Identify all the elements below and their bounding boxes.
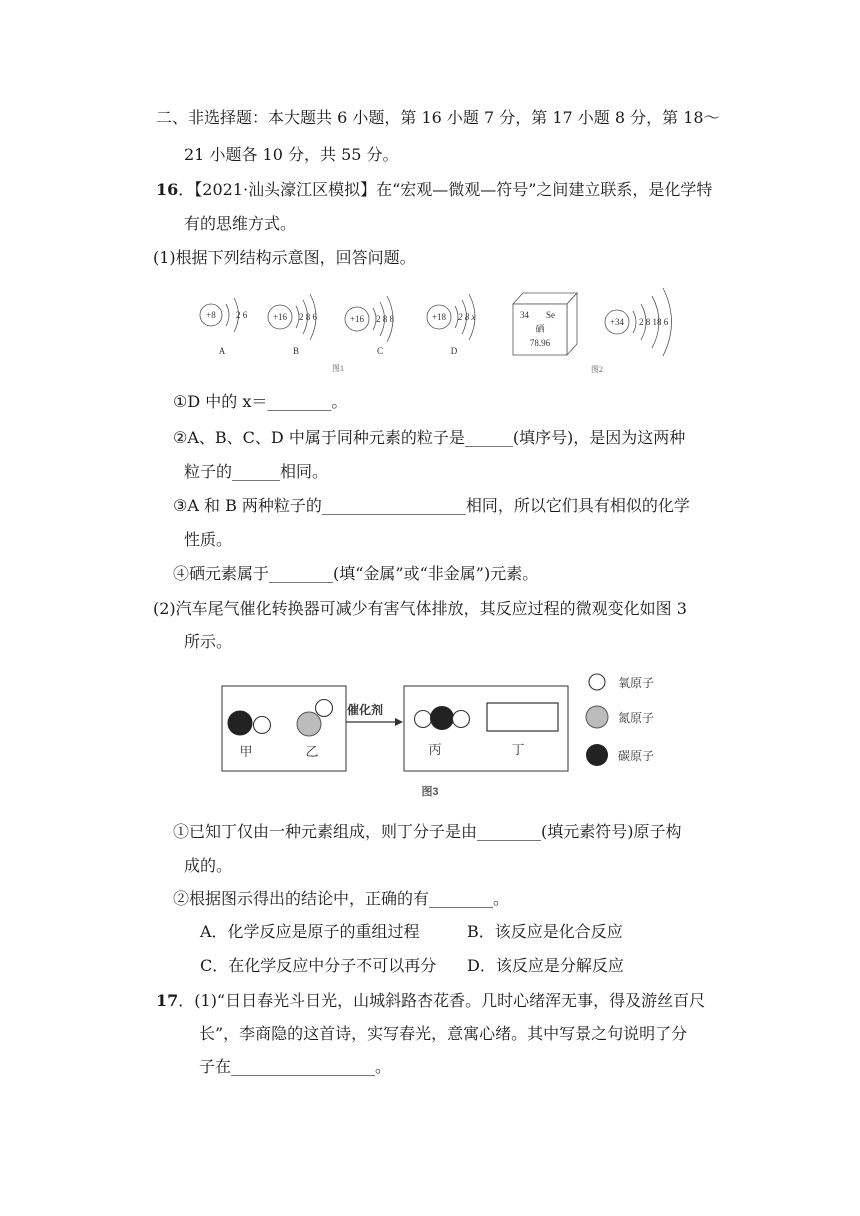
arrow-head [395, 718, 403, 726]
legend-oxygen-icon [589, 674, 605, 690]
atom-a-label: A [218, 346, 226, 356]
label-yi: 乙 [305, 744, 319, 759]
question-17-text-line1: ．(1)“日日春光斗日光，山城斜路杏花香。几时心绪浑无事，得及游丝百尺 [178, 991, 706, 1010]
subquestion-1-3-line2: 性质。 [184, 530, 233, 549]
answer-box-ding[interactable] [487, 703, 558, 731]
element-name: 硒 [535, 324, 545, 334]
subquestion-2-2: ②根据图示得出的结论中，正确的有________。 [173, 889, 510, 908]
structure-diagram-figure [190, 282, 700, 382]
selenium-element-tile [513, 293, 577, 355]
products-box [404, 686, 568, 771]
question-16-stem-line2: 有的思维方式。 [184, 214, 297, 233]
element-symbol: Se [546, 310, 555, 320]
question-16-stem [156, 180, 712, 200]
atom-c-label: C [376, 346, 384, 356]
carbon-atom-jia [228, 711, 252, 735]
catalyst-label: 催化剂 [346, 703, 384, 717]
legend-oxygen-label: 氧原子 [618, 676, 655, 690]
selenium-electrons: 2 8 18 6 [639, 317, 669, 327]
atom-b-electrons: 2 8 6 [299, 312, 317, 322]
part-1-prompt: (1)根据下列结构示意图，回答问题。 [153, 248, 416, 267]
atom-diagram-a [200, 298, 248, 356]
reaction-diagram-figure [215, 666, 675, 801]
label-bing: 丙 [428, 742, 442, 757]
section-heading-line1: 二、非选择题：本大题共 6 小题，第 16 小题 7 分，第 17 小题 8 分，第 18～ [156, 108, 720, 127]
oxygen-atom-yi [316, 700, 333, 717]
question-17-line2: 长”，李商隐的这首诗，实写春光，意寓心绪。其中写景之句说明了分 [199, 1024, 688, 1043]
part-2-prompt-line1: (2)汽车尾气催化转换器可减少有害气体排放，其反应过程的微观变化如图 3 [153, 599, 687, 618]
question-16-number: 16 [156, 180, 179, 199]
selenium-atom-diagram [605, 288, 672, 356]
atom-d-nucleus: +18 [431, 312, 447, 322]
atom-b-nucleus: +16 [272, 312, 288, 322]
oxygen-atom-jia [254, 717, 271, 734]
element-number: 34 [520, 310, 529, 320]
figure-1-caption: 图1 [332, 364, 344, 373]
label-jia: 甲 [239, 744, 253, 759]
subquestion-1-2-line1: ②A、B、C、D 中属于同种元素的粒子是______(填序号)，是因为这两种 [173, 428, 686, 447]
atom-d-label: D [450, 346, 458, 356]
atom-diagram-b [268, 294, 318, 356]
atom-b-label: B [292, 346, 300, 356]
atom-diagram-d [427, 294, 476, 356]
figure-3-caption: 图3 [421, 786, 439, 798]
atom-a-electrons: 2 6 [236, 310, 248, 320]
atom-c-nucleus: +16 [349, 314, 365, 324]
part-2-prompt-line2: 所示。 [184, 632, 233, 651]
question-17-line3: 子在__________________。 [199, 1057, 392, 1076]
subquestion-1-1: ①D 中的 x＝________。 [173, 392, 348, 411]
subquestion-1-3-line1: ③A 和 B 两种粒子的__________________相同，所以它们具有相似的化学 [173, 496, 690, 515]
option-a: A．化学反应是原子的重组过程 [200, 922, 420, 941]
oxygen-atom-bing-left [415, 711, 432, 728]
carbon-atom-bing [430, 706, 454, 730]
subquestion-2-1-line2: 成的。 [184, 856, 233, 875]
legend-carbon-icon [586, 744, 608, 766]
subquestion-1-2-line2: 粒子的______相同。 [184, 462, 329, 481]
question-17-number: 17 [156, 991, 179, 1010]
nitrogen-atom-yi [297, 712, 321, 736]
subquestion-1-4: ④硒元素属于________(填“金属”或“非金属”)元素。 [173, 564, 539, 583]
question-17-line1 [156, 991, 705, 1011]
selenium-nucleus: +34 [609, 317, 625, 327]
element-mass: 78.96 [529, 338, 551, 348]
option-b: B．该反应是化合反应 [467, 922, 623, 941]
option-d: D．该反应是分解反应 [467, 956, 624, 975]
option-c: C．在化学反应中分子不可以再分 [200, 956, 437, 975]
label-ding: 丁 [511, 742, 525, 757]
oxygen-atom-bing-right [453, 711, 470, 728]
atom-a-nucleus: +8 [206, 310, 216, 320]
atom-diagram-c [345, 296, 395, 356]
figure-2-caption: 图2 [591, 365, 603, 374]
legend-nitrogen-label: 氮原子 [618, 711, 655, 725]
section-heading-line2: 21 小题各 10 分，共 55 分。 [184, 145, 399, 164]
atom-c-electrons: 2 8 8 [376, 314, 394, 324]
atom-d-electrons: 2 8 x [458, 312, 476, 322]
legend-carbon-label: 碳原子 [618, 749, 655, 763]
question-16-stem-line1: ．【2021·汕头濠江区模拟】在“宏观—微观—符号”之间建立联系，是化学特 [178, 180, 713, 199]
legend-nitrogen-icon [586, 706, 608, 728]
subquestion-2-1-line1: ①已知丁仅由一种元素组成，则丁分子是由________(填元素符号)原子构 [173, 822, 682, 841]
